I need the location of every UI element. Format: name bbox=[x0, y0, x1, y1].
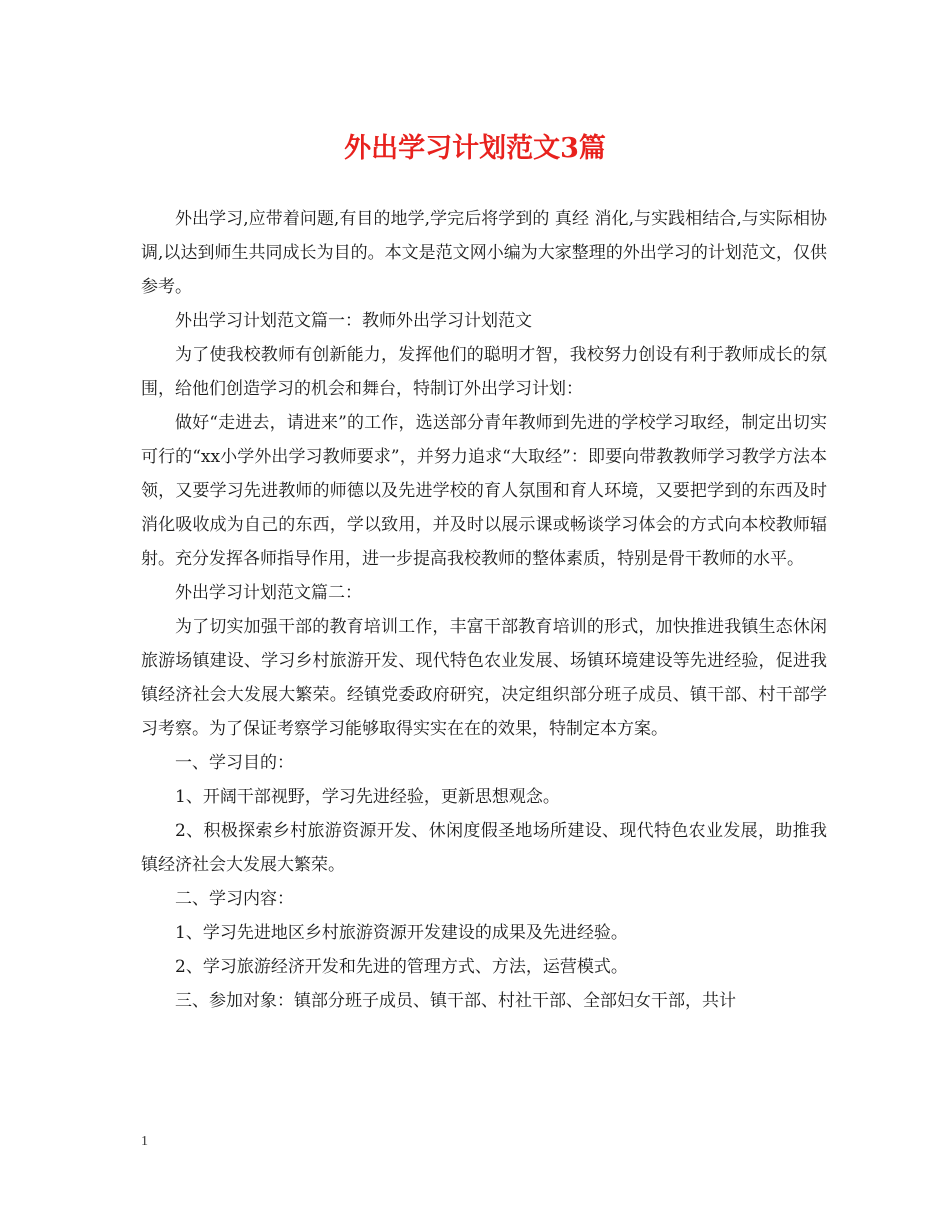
paragraph: 为了切实加强干部的教育培训工作，丰富干部教育培训的形式，加快推进我镇生态休闲旅游场镇建设、学习乡村旅游开发、现代特色农业发展、场镇环境建设等先进经验，促进我镇经济社会大发展大繁荣。经镇党委政府研究，决定组织部分班子成员、镇干部、村干部学习考察。为了保证考察学习能够取得实实在在的效果，特制定本方案。 bbox=[141, 617, 827, 739]
paragraph-intro: 外出学习,应带着问题,有目的地学,学完后将学到的 真经 消化,与实践相结合,与实际相协调,以达到师生共同成长为目的。本文是范文网小编为大家整理的外出学习的计划范文，仅供参考。 bbox=[141, 209, 827, 297]
list-item: 2、学习旅游经济开发和先进的管理方式、方法，运营模式。 bbox=[175, 957, 628, 977]
section-heading-1: 外出学习计划范文篇一：教师外出学习计划范文 bbox=[175, 311, 532, 331]
paragraph: 做好“走进去，请进来”的工作，选送部分青年教师到先进的学校学习取经，制定出切实可行的“xx小学外出学习教师要求”，并努力追求“大取经”：即要向带教教师学习教学方法本领，又要学习先进教师的师德以及先进学校的育人氛围和育人环境，又要把学到的东西及时消化吸收成为自己的东西，学以致用，并及时以展示课或畅谈学习体会的方式向本校教师辐射。充分发挥各师指导作用，进一步提高我校教师的整体素质，特别是骨干教师的水平。 bbox=[141, 413, 827, 569]
list-item: 2、积极探索乡村旅游资源开发、休闲度假圣地场所建设、现代特色农业发展，助推我镇经济社会大发展大繁荣。 bbox=[141, 821, 827, 875]
paragraph: 为了使我校教师有创新能力，发挥他们的聪明才智，我校努力创设有利于教师成长的氛围，给他们创造学习的机会和舞台，特制订外出学习计划： bbox=[141, 345, 827, 399]
section-heading-2: 外出学习计划范文篇二： bbox=[175, 583, 362, 603]
page-number: 1 bbox=[141, 1134, 148, 1149]
document-body bbox=[141, 202, 827, 1018]
subheading-participants: 三、参加对象：镇部分班子成员、镇干部、村社干部、全部妇女干部，共计 bbox=[175, 991, 736, 1011]
list-item: 1、开阔干部视野，学习先进经验，更新思想观念。 bbox=[175, 787, 560, 807]
list-item: 1、学习先进地区乡村旅游资源开发建设的成果及先进经验。 bbox=[175, 923, 628, 943]
subheading-content: 二、学习内容： bbox=[175, 889, 294, 909]
subheading-purpose: 一、学习目的： bbox=[175, 753, 294, 773]
document-title: 外出学习计划范文3篇 bbox=[344, 133, 606, 164]
